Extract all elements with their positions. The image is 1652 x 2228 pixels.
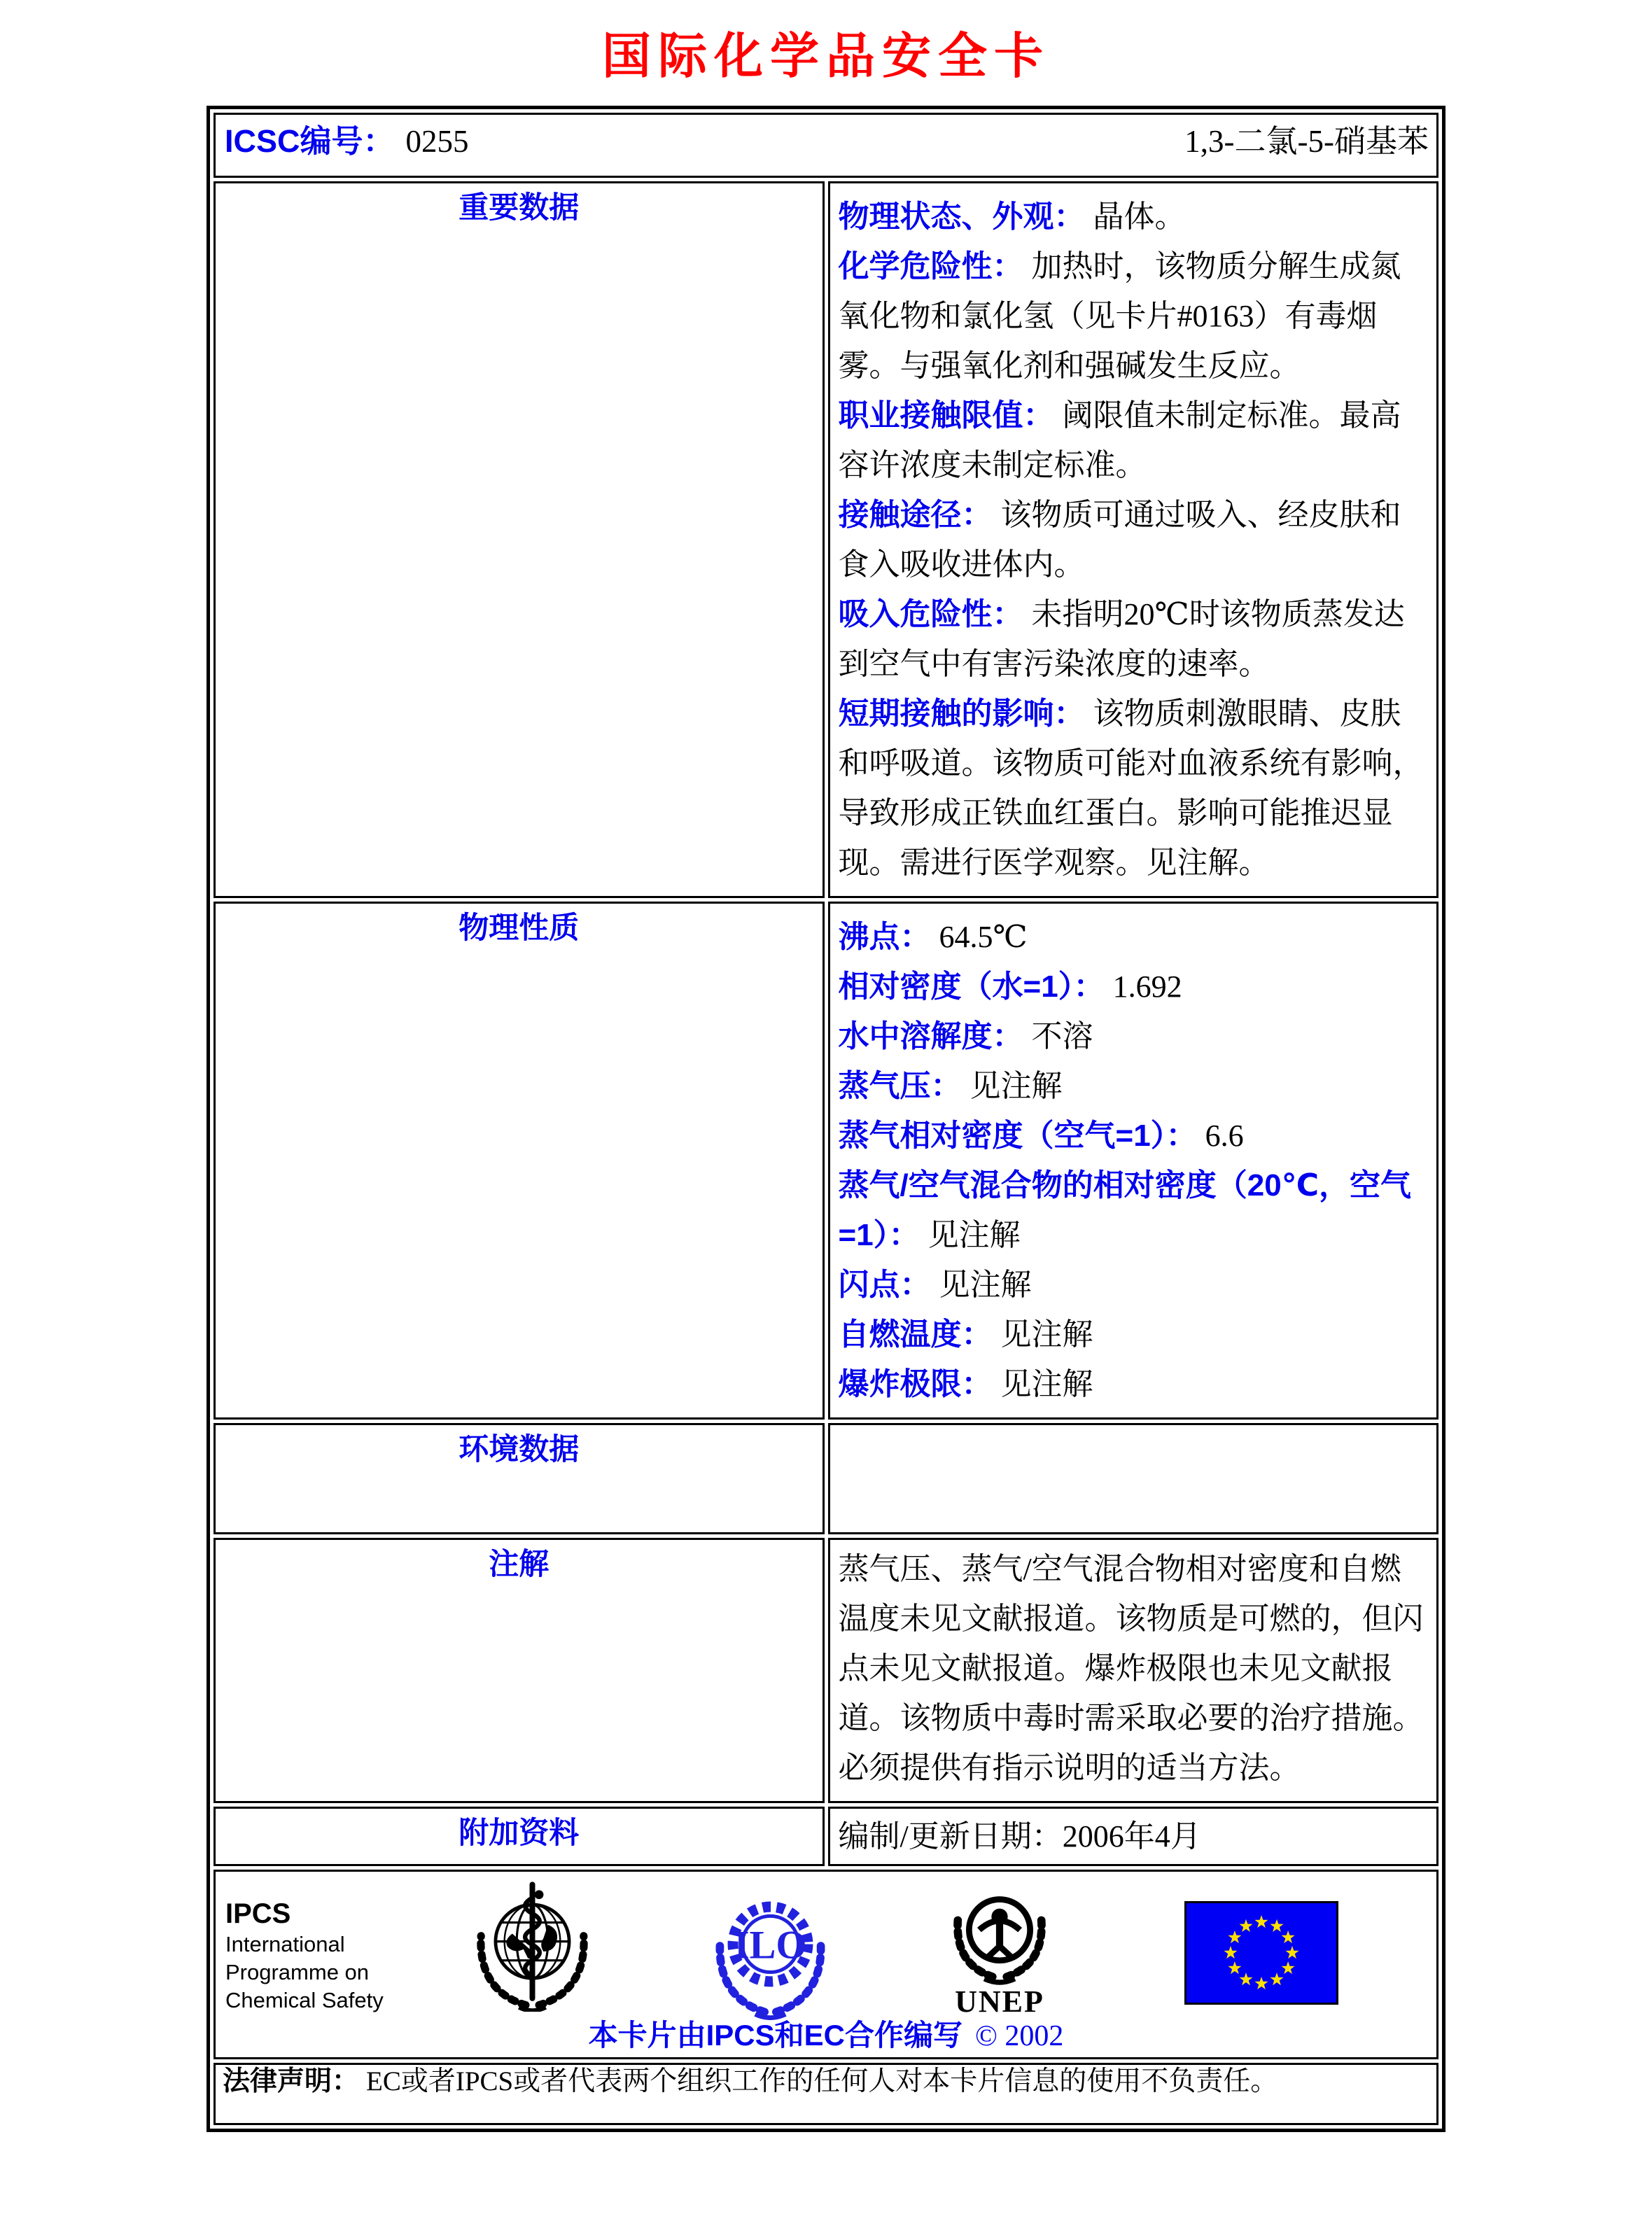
page-title: 国际化学品安全卡: [602, 30, 1050, 84]
section-label-important-data: 重要数据: [214, 181, 825, 898]
field-value: 加热时，该物质分解生成氮氧化物和氯化氢（见卡片#0163）有毒烟雾。与强氧化剂和强碱发生反应。: [838, 249, 1401, 383]
legal-label: 法律声明：: [223, 2066, 360, 2096]
section-label-notes: 注解: [214, 1538, 825, 1803]
icsc-number-label: ICSC编号：: [225, 123, 395, 159]
ilo-monogram: ILO: [734, 1923, 807, 1968]
field-label: 爆炸极限：: [838, 1367, 993, 1401]
physical-properties-content: [828, 902, 1439, 1420]
ipcs-line: International: [225, 1932, 345, 1956]
important-data-content: [828, 181, 1439, 898]
field-label: 短期接触的影响：: [838, 696, 1085, 731]
field-label: 沸点：: [838, 920, 931, 954]
legal-text: EC或者IPCS或者代表两个组织工作的任何人对本卡片信息的使用不负责任。: [366, 2066, 1278, 2096]
field-value: 该物质刺激眼睛、皮肤和呼吸道。该物质可能对血液系统有影响，导致形成正铁血红蛋白。影响可能推迟显现。需进行医学观察。见注解。: [838, 696, 1424, 880]
field-label: 蒸气相对密度（空气=1）：: [838, 1119, 1197, 1153]
unep-logo-icon: [944, 1882, 1056, 2018]
field-label: 相对密度（水=1）：: [838, 969, 1105, 1004]
credit-line: [216, 2012, 1436, 2054]
field-label: 闪点：: [838, 1268, 931, 1302]
physical-properties-row: [214, 902, 1438, 1420]
chemical-name: 1,3-二氯-5-硝基苯: [1184, 124, 1429, 159]
section-label-additional-info: 附加资料: [214, 1807, 825, 1866]
additional-info-row: [214, 1807, 1438, 1866]
section-label-physical-properties: 物理性质: [214, 902, 825, 1420]
field-value: 见注解: [1000, 1367, 1093, 1401]
eu-flag-icon: [1184, 1901, 1338, 2008]
field-value: 见注解: [1000, 1317, 1093, 1352]
icsc-number-group: [225, 115, 469, 161]
ipcs-line: Chemical Safety: [225, 1988, 384, 2012]
field-value: 该物质可通过吸入、经皮肤和食入吸收进体内。: [838, 498, 1401, 582]
who-logo-icon: [464, 1880, 601, 2015]
field-value: 见注解: [939, 1268, 1032, 1302]
ipcs-title: IPCS: [225, 1898, 291, 1929]
copyright-text: © 2002: [974, 2020, 1064, 2052]
notes-row: [214, 1538, 1438, 1803]
credit-text: 本卡片由IPCS和EC合作编写: [588, 2019, 962, 2052]
header-row: [214, 113, 1438, 178]
ipcs-text-block: [225, 1897, 384, 2015]
field-label: 职业接触限值：: [838, 398, 1054, 433]
field-value: 见注解: [969, 1069, 1063, 1103]
ipcs-line: Programme on: [225, 1960, 370, 1984]
important-data-row: [214, 181, 1438, 898]
field-label: 蒸气/空气混合物的相对密度（20℃，空气=1）：: [838, 1168, 1411, 1252]
field-label: 吸入危险性：: [838, 597, 1023, 631]
unep-wordmark: UNEP: [955, 1984, 1044, 2019]
field-value: 未指明20℃时该物质蒸发达到空气中有害污染浓度的速率。: [838, 597, 1405, 681]
field-value: 见注解: [927, 1218, 1021, 1252]
field-value: 64.5℃: [939, 920, 1028, 954]
environmental-data-row: [214, 1423, 1438, 1534]
icsc-number-value: 0255: [405, 124, 469, 159]
field-value: 1.692: [1112, 969, 1182, 1004]
field-label: 自燃温度：: [838, 1317, 993, 1352]
notes-content: 蒸气压、蒸气/空气混合物相对密度和自燃温度未见文献报道。该物质是可燃的，但闪点未见文献报道。爆炸极限也未见文献报道。该物质中毒时需采取必要的治疗措施。必须提供有指示说明的适当方法。: [828, 1538, 1439, 1803]
field-value: 阈限值未制定标准。最高容许浓度未制定标准。: [838, 398, 1401, 482]
footer-row: [214, 1870, 1438, 2059]
icsc-table: [206, 106, 1446, 2132]
section-label-environmental-data: 环境数据: [214, 1423, 825, 1534]
legal-row: [214, 2063, 1438, 2125]
field-value: 6.6: [1205, 1119, 1244, 1153]
ilo-logo-icon: [706, 1886, 835, 2024]
field-label: 水中溶解度：: [838, 1019, 1023, 1053]
field-label: 化学危险性：: [838, 249, 1023, 283]
field-label: 物理状态、外观：: [838, 199, 1085, 234]
field-value: 不溶: [1031, 1019, 1093, 1053]
field-value: 晶体。: [1093, 199, 1186, 234]
field-label: 接触途径：: [838, 498, 993, 532]
field-label: 蒸气压：: [838, 1069, 962, 1103]
additional-info-content: 编制/更新日期：2006年4月: [828, 1807, 1439, 1866]
environmental-data-content: [828, 1423, 1439, 1534]
